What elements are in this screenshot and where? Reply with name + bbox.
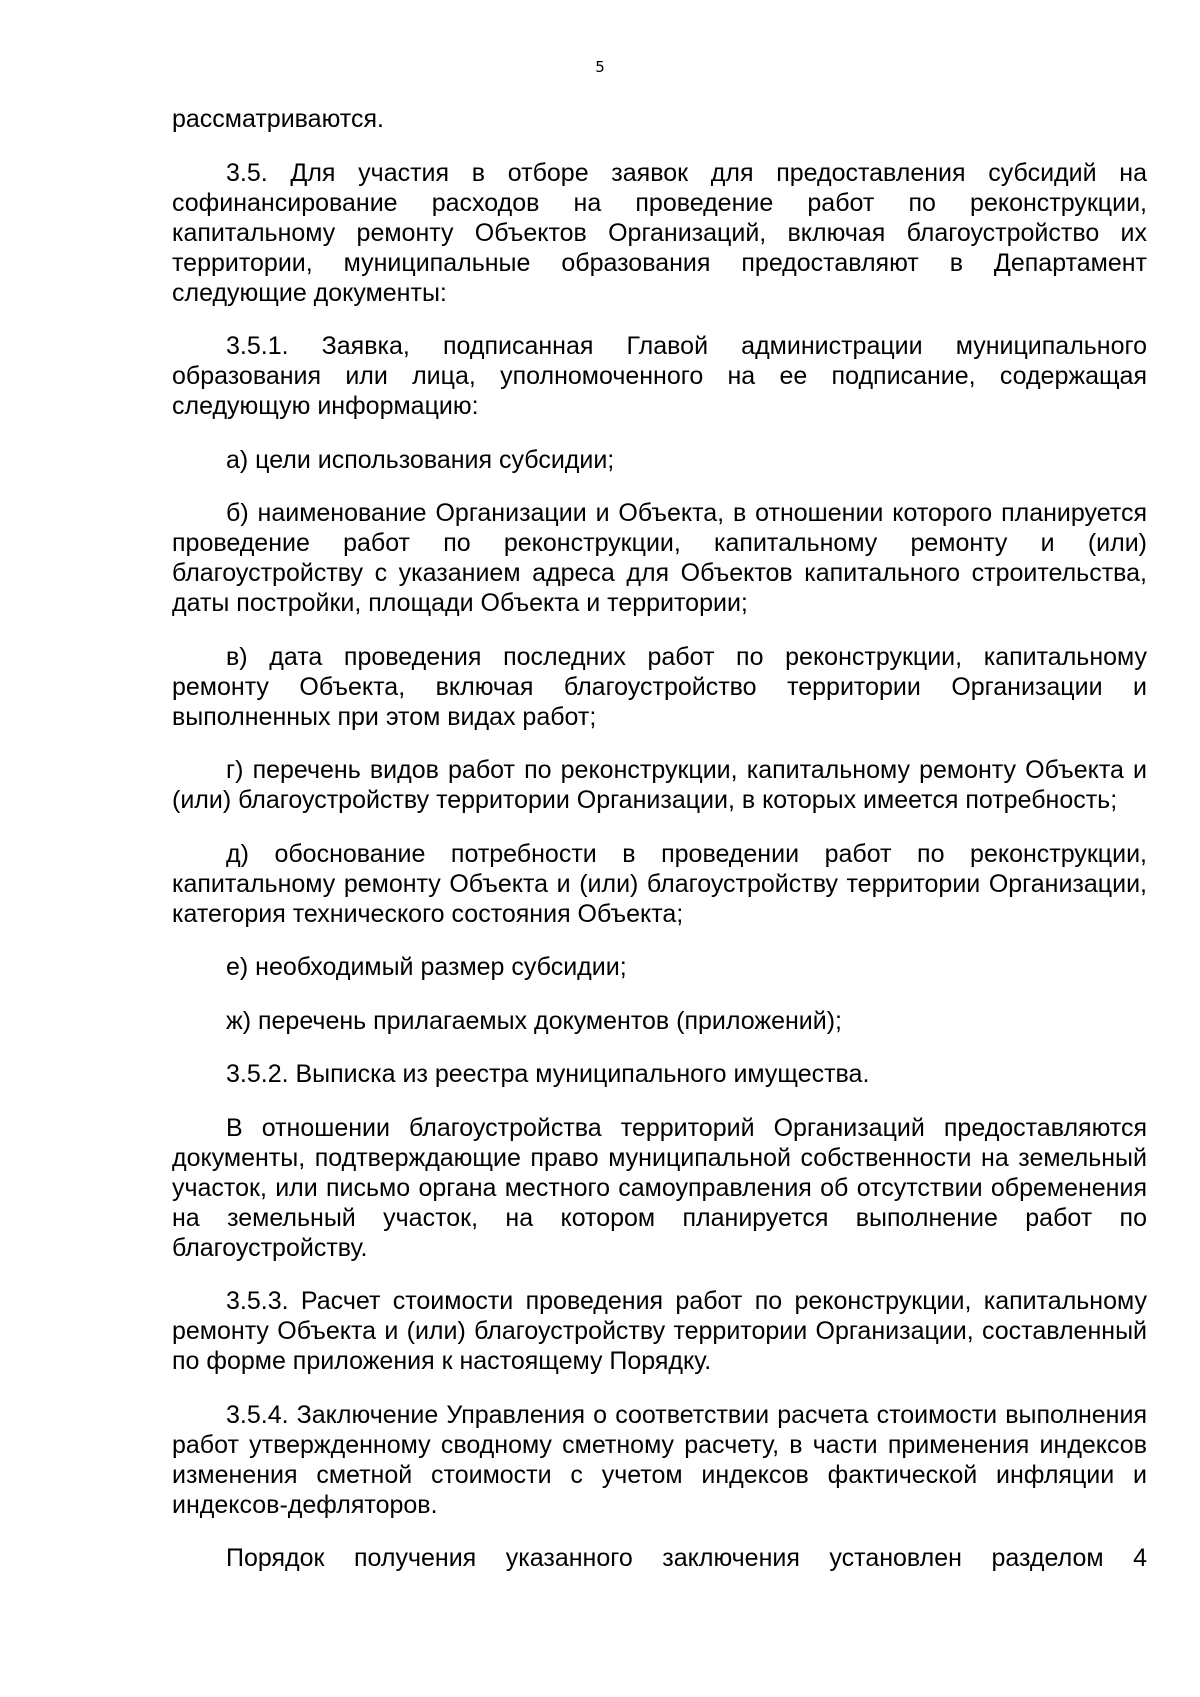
document-body [172, 104, 1147, 1597]
paragraph-continuation: рассматриваются. [172, 105, 384, 133]
list-item-b: б) наименование Организации и Объекта, в отношении которого планируется проведение работ по реконструкции, капитальному ремонту и (или) благоустройству с указанием адреса для Объектов капитального строительства, даты постройки, площади Объекта и территории; [172, 499, 1147, 617]
paragraph-3-5-4: 3.5.4. Заключение Управления о соответствии расчета стоимости выполнения работ утвержденному сводному сметному расчету, в части применения индексов изменения сметной стоимости с учетом индексов фактической инфляции и индексов-дефляторов. [172, 1400, 1147, 1519]
list-item-v: в) дата проведения последних работ по реконструкции, капитальному ремонту Объекта, включая благоустройство территории Организации и выполненных при этом видах работ; [172, 642, 1147, 731]
paragraph-3-5-3: 3.5.3. Расчет стоимости проведения работ по реконструкции, капитальному ремонту Объекта и (или) благоустройству территории Организации, составленный по форме приложения к настоящему Порядку. [172, 1287, 1147, 1375]
paragraph-3-5-2: 3.5.2. Выписка из реестра муниципального имущества. [226, 1060, 870, 1088]
list-item-a: а) цели использования субсидии; [226, 445, 615, 474]
page-number: 5 [595, 58, 605, 76]
paragraph-3-5-1: 3.5.1. Заявка, подписанная Главой администрации муниципального образования или лица, уполномоченного на ее подписание, содержащая следующую информацию: [172, 332, 1147, 420]
list-item-g: г) перечень видов работ по реконструкции, капитальному ремонту Объекта и (или) благоустройству территории Организации, в которых имеется потребность; [172, 756, 1147, 814]
list-item-e: е) необходимый размер субсидии; [226, 953, 627, 981]
paragraph-procedure: Порядок получения указанного заключения установлен разделом 4 [226, 1544, 1147, 1572]
list-item-d: д) обоснование потребности в проведении работ по реконструкции, капитальному ремонту Объекта и (или) благоустройству территории Организации, категория технического состояния Объекта; [172, 839, 1147, 928]
list-item-zh: ж) перечень прилагаемых документов (приложений); [226, 1006, 842, 1035]
paragraph-land-documents: В отношении благоустройства территорий Организаций предоставляются документы, подтверждающие право муниципальной собственности на земельный участок, или письмо органа местного самоуправления об отсутствии обременения на земельный участок, на котором планируется выполнение работ по благоустройству. [172, 1113, 1147, 1262]
paragraph-3-5: 3.5. Для участия в отборе заявок для предоставления субсидий на софинансирование расходов на проведение работ по реконструкции, капитальному ремонту Объектов Организаций, включая благоустройство их территории, муниципальные образования предоставляют в Департамент следующие документы: [172, 158, 1147, 307]
